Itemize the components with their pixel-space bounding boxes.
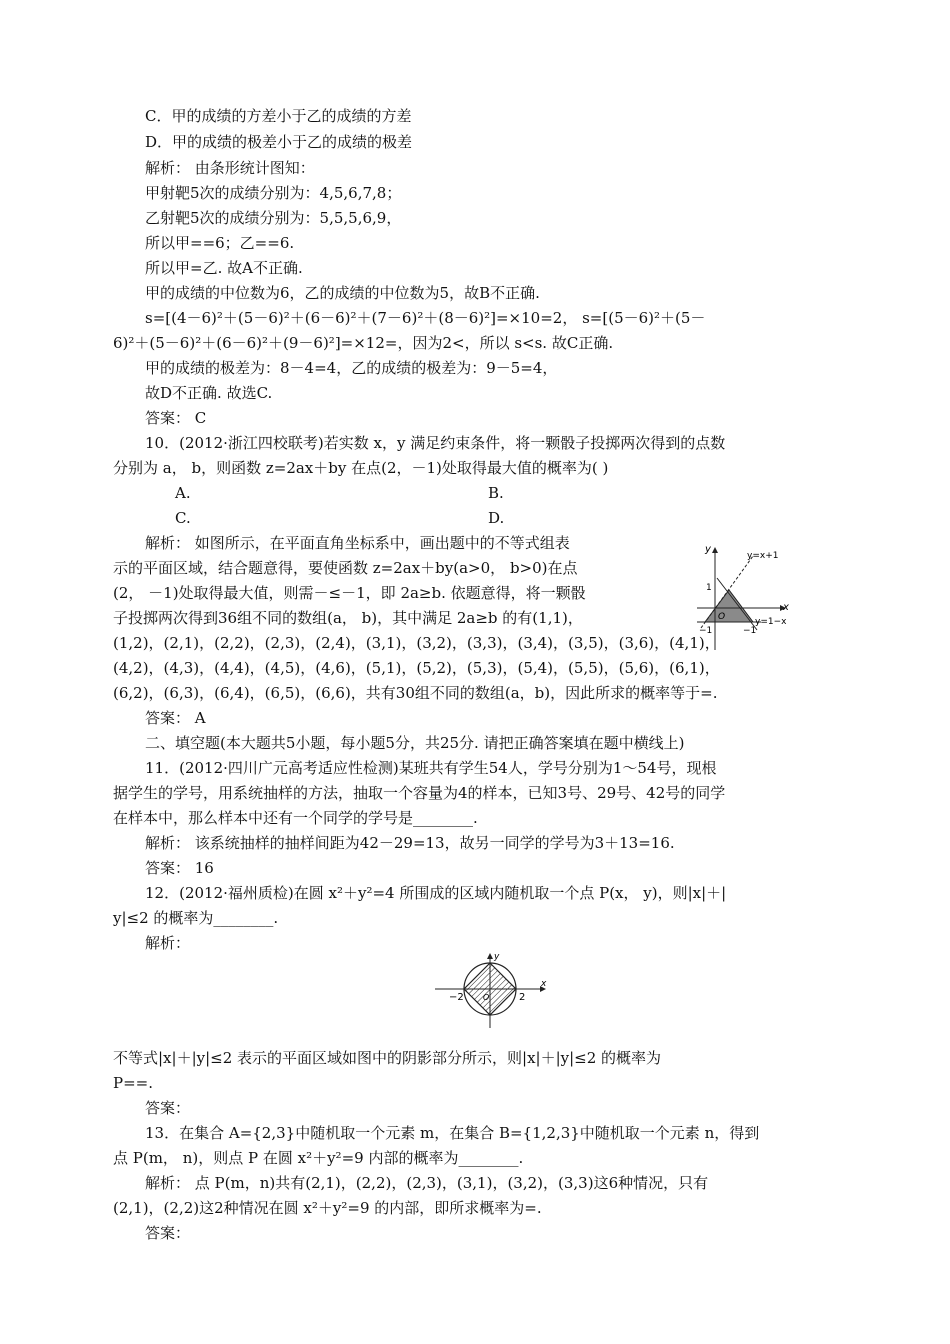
- text-line: 解析： 如图所示，在平面直角坐标系中，画出题中的不等式组表: [145, 534, 570, 552]
- text-line: 所以甲==6；乙==6.: [145, 234, 295, 252]
- text-line: 6)²＋(5－6)²＋(6－6)²＋(9－6)²]=×12=，因为2<，所以 s<s. 故C正确.: [113, 334, 614, 352]
- line-label-1: y=x+1: [747, 551, 779, 561]
- option-c-q9: C．甲的成绩的方差小于乙的成绩的方差: [145, 107, 412, 125]
- option-a: A.: [175, 484, 191, 502]
- question-12: 12．(2012·福州质检)在圆 x²＋y²=4 所围成的区域内随机取一个点 P(x， y)，则|x|＋|: [145, 884, 727, 902]
- option-b: B.: [488, 484, 504, 502]
- tick-label: 1: [706, 583, 712, 593]
- option-c: C.: [175, 509, 191, 527]
- solution-heading: 解析：: [145, 934, 191, 952]
- text-line: 点 P(m， n)，则点 P 在圆 x²＋y²=9 内部的概率为________.: [113, 1149, 524, 1167]
- text-line: 示的平面区域，结合题意得，要使函数 z=2ax＋by(a>0， b>0)在点: [113, 559, 578, 577]
- text-line: (6,2)，(6,3)，(6,4)，(6,5)，(6,6)，共有30组不同的数组(a，b)，因此所求的概率等于=.: [113, 684, 718, 702]
- shaded-region: [705, 590, 753, 622]
- text-line: 所以甲=乙. 故A不正确.: [145, 259, 303, 277]
- text-line: 甲射靶5次的成绩分别为：4,5,6,7,8；: [145, 184, 402, 202]
- text-line: 在样本中，那么样本中还有一个同学的学号是________.: [113, 809, 478, 827]
- text-line: 解析： 点 P(m，n)共有(2,1)，(2,2)，(2,3)，(3,1)，(3,2)，(3,3)这6种情况，只有: [145, 1174, 709, 1192]
- x-axis-label: x: [783, 602, 789, 613]
- text-line: 解析： 该系统抽样的抽样间距为42－29=13，故另一同学的学号为3＋13=16.: [145, 834, 675, 852]
- text-line: 不等式|x|＋|y|≤2 表示的平面区域如图中的阴影部分所示，则|x|＋|y|≤2 的概率为: [113, 1049, 662, 1067]
- text-line: 乙射靶5次的成绩分别为：5,5,5,6,9，: [145, 209, 402, 227]
- text-line: 甲的成绩的中位数为6，乙的成绩的中位数为5，故B不正确.: [145, 284, 540, 302]
- text-line: 据学生的学号，用系统抽样的方法，抽取一个容量为4的样本，已知3号、29号、42号的同学: [113, 784, 726, 802]
- solution-heading: 解析： 由条形统计图知：: [145, 159, 315, 177]
- tick-label: −1: [699, 626, 713, 636]
- feasible-region-figure: [695, 538, 795, 656]
- text-line: (4,2)，(4,3)，(4,4)，(4,5)，(4,6)，(5,1)，(5,2)，(5,3)，(5,4)，(5,5)，(5,6)，(6,1)，: [113, 659, 720, 677]
- answer-line: 答案：: [145, 1099, 191, 1117]
- section-heading: 二、填空题(本大题共5小题，每小题5分，共25分. 请把正确答案填在题中横线上): [145, 734, 685, 752]
- option-d: D.: [488, 509, 505, 527]
- text-line: (2,1)，(2,2)这2种情况在圆 x²＋y²=9 的内部，即所求概率为=.: [113, 1199, 542, 1217]
- text-line: y|≤2 的概率为________.: [113, 909, 279, 927]
- text-line: (1,2)，(2,1)，(2,2)，(2,3)，(2,4)，(3,1)，(3,2)，(3,3)，(3,4)，(3,5)，(3,6)，(4,1)，: [113, 634, 720, 652]
- y-axis-label: y: [705, 544, 711, 555]
- tick-label: −2: [449, 992, 464, 1003]
- text-line: P==.: [113, 1074, 153, 1092]
- text-line: 子投掷两次得到36组不同的数组(a， b)，其中满足 2a≥b 的有(1,1)，: [113, 609, 583, 627]
- line-label-2: y=1−x: [755, 617, 787, 627]
- answer-line: 答案：: [145, 1224, 191, 1242]
- text-line: 甲的成绩的极差为：8－4=4，乙的成绩的极差为：9－5=4，: [145, 359, 558, 377]
- option-d-q9: D．甲的成绩的极差小于乙的成绩的极差: [145, 133, 413, 151]
- tick-label: 2: [519, 992, 526, 1003]
- question-11: 11．(2012·四川广元高考适应性检测)某班共有学生54人，学号分别为1～54号，现根: [145, 759, 717, 777]
- text-line: 故D不正确. 故选C.: [145, 384, 273, 402]
- answer-line: 答案： 16: [145, 859, 214, 877]
- question-10: 10．(2012·浙江四校联考)若实数 x，y 满足约束条件，将一颗骰子投掷两次得到的点数: [145, 434, 726, 452]
- y-axis-label: y: [494, 952, 500, 962]
- x-axis-label: x: [541, 979, 547, 989]
- answer-line: 答案： C: [145, 409, 207, 427]
- origin-label: O: [718, 612, 726, 622]
- text-line: s=[(4－6)²＋(5－6)²＋(6－6)²＋(7－6)²＋(8－6)²]=×10=2， s=[(5－6)²＋(5－: [145, 309, 706, 327]
- circle-square-figure: [433, 950, 553, 1030]
- text-line: 分别为 a， b，则函数 z=2ax＋by 在点(2，－1)处取得最大值的概率为( ): [113, 459, 609, 477]
- question-13: 13．在集合 A={2,3}中随机取一个元素 m，在集合 B={1,2,3}中随机取一个元素 n，得到: [145, 1124, 760, 1142]
- text-line: (2， －1)处取得最大值，则需－≤－1，即 2a≥b. 依题意得，将一颗骰: [113, 584, 586, 602]
- answer-line: 答案： A: [145, 709, 206, 727]
- tick-label: −1: [743, 626, 757, 636]
- origin-label: O: [483, 993, 490, 1002]
